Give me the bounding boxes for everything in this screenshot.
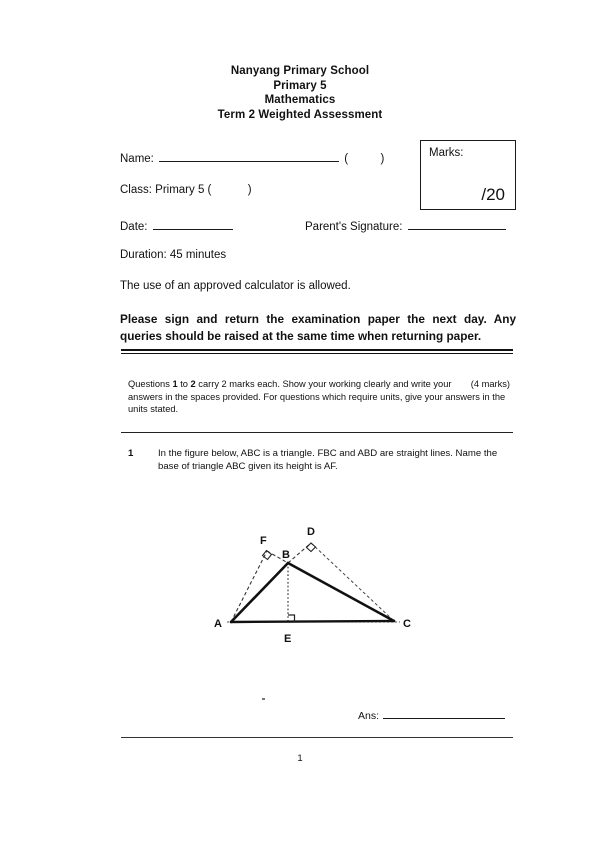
- scan-artifact: [262, 698, 265, 700]
- triangle-diagram-svg: [200, 505, 430, 650]
- date-label: Date:: [120, 221, 148, 233]
- class-row: [120, 184, 252, 212]
- page-header: [0, 64, 600, 122]
- school-name: Nanyang Primary School: [230, 65, 370, 77]
- question-text: In the figure below, ABC is a triangle. FBC and ABD are straight lines. Name the base of triangle ABC given its height is AF.: [158, 448, 498, 472]
- name-label: Name:: [120, 153, 154, 165]
- name-input[interactable]: [159, 150, 339, 162]
- instructions-part2: to: [177, 379, 191, 389]
- subject-line: Mathematics: [264, 94, 336, 107]
- parent-signature-label: Parent's Signature:: [305, 221, 403, 233]
- section-divider: [121, 349, 513, 354]
- name-row: [120, 150, 384, 178]
- assessment-title: Term 2 Weighted Assessment: [217, 108, 383, 121]
- segment-BC-solid: [288, 563, 394, 621]
- instructions-part3: carry 2 marks each. Show your working clearly and write your answers in the spaces provided. For questions which require units, give your answers in the units stated.: [128, 379, 506, 415]
- marks-total: /20: [481, 185, 505, 204]
- vertex-label-B: B: [282, 549, 290, 561]
- marks-box: [420, 140, 516, 210]
- class-paren-close: ): [247, 184, 252, 196]
- vertex-label-A: A: [214, 618, 222, 630]
- geometry-figure: [200, 505, 430, 650]
- vertex-label-C: C: [403, 618, 411, 630]
- instructions-bold-first: 1: [172, 379, 178, 389]
- vertex-label-E: E: [284, 633, 292, 645]
- instructions-block: [128, 378, 510, 416]
- right-angle-marker-D: [307, 543, 316, 552]
- instructions-part1: Questions: [128, 379, 173, 389]
- marks-label: Marks:: [429, 147, 464, 159]
- answer-label: Ans:: [358, 710, 380, 722]
- duration-note: Duration: 45 minutes: [120, 249, 227, 261]
- signature-notice: Please sign and return the examination paper the next day. Any queries should be raised at the same time when returning paper.: [120, 312, 516, 343]
- parent-signature-input[interactable]: [408, 218, 506, 230]
- signature-row: [305, 218, 508, 246]
- date-row: [120, 218, 235, 246]
- calculator-note: The use of an approved calculator is allowed.: [120, 280, 351, 292]
- segment-AF-dashed: [231, 551, 267, 622]
- instructions-bold-second: 2: [190, 379, 196, 389]
- total-marks-note: (4 marks): [470, 379, 510, 389]
- segment-AC-solid: [231, 621, 394, 622]
- level-line: Primary 5: [273, 79, 327, 92]
- vertex-label-D: D: [307, 526, 315, 538]
- name-paren-open: (: [344, 153, 349, 165]
- footer-rule: [121, 737, 513, 738]
- segment-AB-solid: [231, 563, 288, 622]
- class-label: Class: Primary 5 (: [120, 184, 212, 196]
- date-input[interactable]: [153, 218, 233, 230]
- name-paren-close: ): [380, 153, 385, 165]
- answer-input[interactable]: [383, 708, 505, 719]
- page-number: 1: [297, 753, 303, 764]
- instructions-rule: [121, 432, 513, 433]
- question-number: 1: [128, 448, 134, 459]
- vertex-label-F: F: [260, 535, 267, 547]
- answer-area: [358, 708, 505, 722]
